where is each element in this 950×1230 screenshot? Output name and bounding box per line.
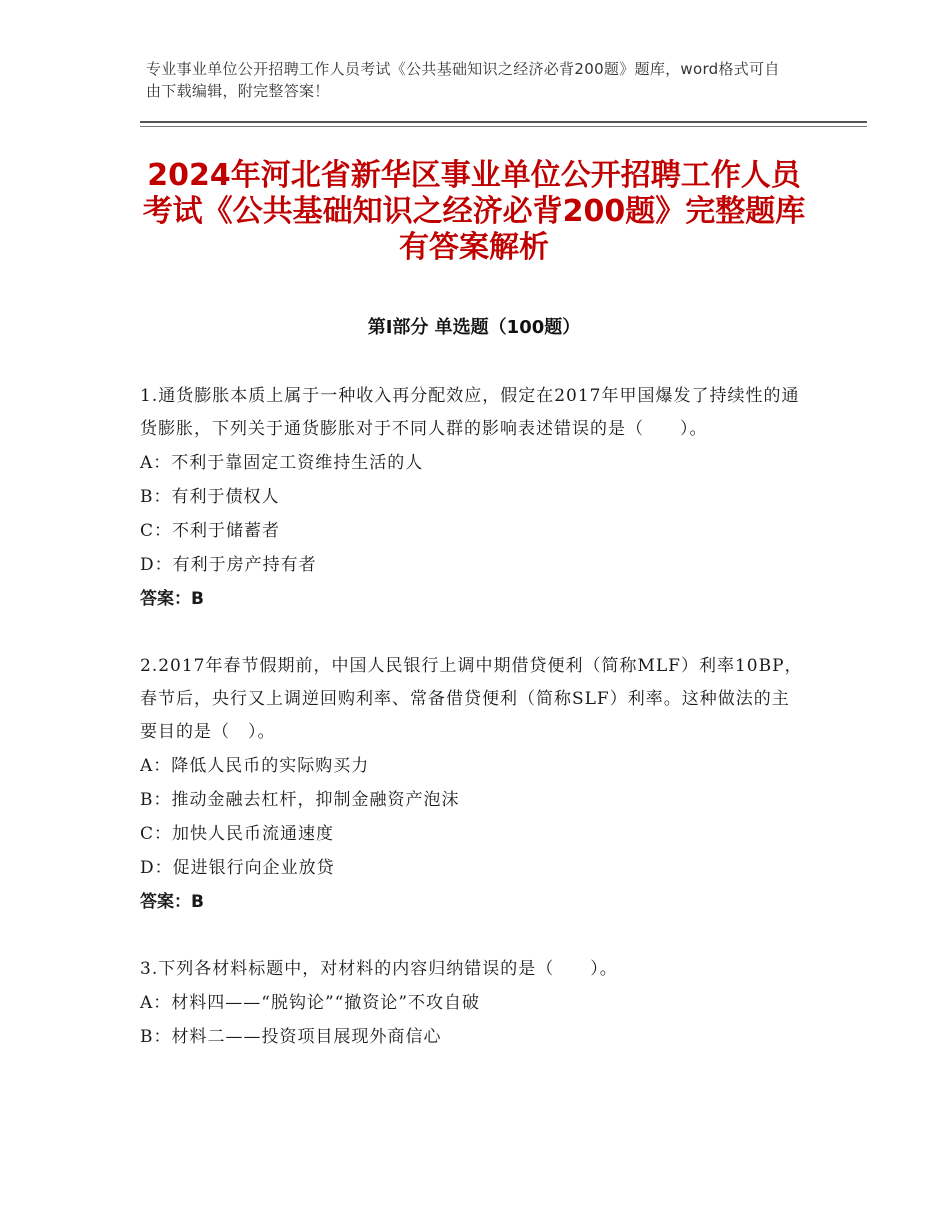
header-divider-thin [140,126,867,127]
option-d: D：有利于房产持有者 [140,555,317,575]
question-item [140,650,805,919]
option-c: C：加快人民币流通速度 [140,824,335,844]
header-note: 专业事业单位公开招聘工作人员考试《公共基础知识之经济必背200题》题库，word格式可自由下载编辑，附完整答案！ [146,60,780,100]
option-d: D：促进银行向企业放贷 [140,858,335,878]
question-stem: 3.下列各材料标题中，对材料的内容归纳错误的是（ ）。 [140,959,618,979]
question-item [140,953,805,1054]
option-a: A：材料四——“脱钩论”“撤资论”不攻自破 [140,993,481,1013]
document-title: 2024年河北省新华区事业单位公开招聘工作人员考试《公共基础知识之经济必背200题》完整题库有答案解析 [142,158,806,265]
question-item [140,380,805,616]
section-title: 第Ⅰ部分 单选题（100题） [367,317,581,338]
answer-label: 答案：B [140,892,204,912]
option-a: A：不利于靠固定工资维持生活的人 [140,453,424,473]
option-b: B：材料二——投资项目展现外商信心 [140,1027,442,1047]
question-stem: 2.2017年春节假期前，中国人民银行上调中期借贷便利（简称MLF）利率10BP，春节后，央行又上调逆回购利率、常备借贷便利（简称SLF）利率。这种做法的主要目的是（ ）。 [140,656,803,742]
option-c: C：不利于储蓄者 [140,521,281,541]
option-b: B：推动金融去杠杆，抑制金融资产泡沫 [140,790,460,810]
option-b: B：有利于债权人 [140,487,280,507]
question-stem: 1.通货膨胀本质上属于一种收入再分配效应，假定在2017年甲国爆发了持续性的通货膨胀，下列关于通货膨胀对于不同人群的影响表述错误的是（ ）。 [140,386,800,439]
answer-label: 答案：B [140,589,204,609]
question-list [140,380,805,1088]
header-divider [140,121,867,123]
option-a: A：降低人民币的实际购买力 [140,756,370,776]
